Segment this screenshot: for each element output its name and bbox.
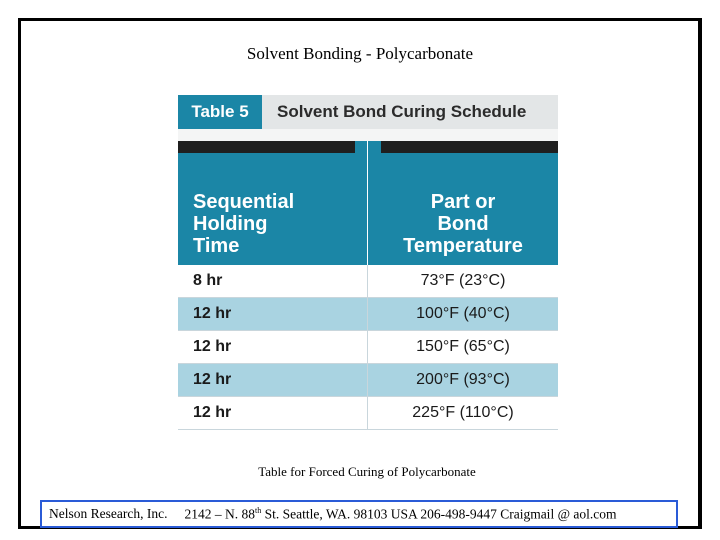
column-header-temperature	[368, 153, 558, 265]
column-rule-left	[178, 141, 355, 153]
table-row	[178, 364, 558, 397]
column-header-line: Temperature	[403, 235, 523, 257]
column-rule-right	[381, 141, 558, 153]
column-rule-gap	[355, 141, 381, 153]
temperature-cell: 73°F (23°C)	[420, 272, 506, 289]
holding-time-cell: 12 hr	[193, 371, 232, 388]
footer-company: Nelson Research, Inc.	[49, 506, 168, 521]
table-header-bar	[178, 95, 558, 129]
footer-bar	[40, 500, 678, 528]
table-row	[178, 298, 558, 331]
table-row	[178, 397, 558, 430]
temperature-cell: 225°F (110°C)	[412, 404, 514, 421]
holding-time-cell: 8 hr	[193, 272, 223, 289]
temperature-cell: 200°F (93°C)	[416, 371, 510, 388]
column-header-line: Holding	[193, 213, 268, 235]
table-row	[178, 331, 558, 364]
holding-time-cell: 12 hr	[193, 305, 232, 322]
temperature-cell: 100°F (40°C)	[416, 305, 510, 322]
footer-address	[184, 506, 616, 523]
figure-caption: Table for Forced Curing of Polycarbonate	[258, 464, 476, 479]
column-header-holding-time	[178, 153, 367, 265]
slide-title: Solvent Bonding - Polycarbonate	[246, 44, 474, 63]
column-header-line: Part or	[430, 191, 496, 213]
temperature-cell: 150°F (65°C)	[416, 338, 510, 355]
table-title: Solvent Bond Curing Schedule	[277, 102, 527, 121]
table-spacer	[178, 129, 558, 141]
curing-schedule-table	[178, 95, 558, 430]
column-header-line: Sequential	[193, 191, 295, 213]
column-header-line: Bond	[437, 213, 489, 235]
holding-time-cell: 12 hr	[193, 404, 232, 421]
footer-address-street: 2142 – N. 88	[184, 506, 255, 522]
table-number-badge: Table 5	[178, 95, 262, 129]
footer-address-contact: St. Seattle, WA. 98103 USA 206-498-9447 Craigmail @ aol.com	[261, 506, 617, 522]
column-header-line: Time	[193, 235, 240, 257]
holding-time-cell: 12 hr	[193, 338, 232, 355]
table-row	[178, 265, 558, 298]
table-body	[178, 265, 558, 430]
footer-address-ordinal: th	[254, 505, 262, 515]
